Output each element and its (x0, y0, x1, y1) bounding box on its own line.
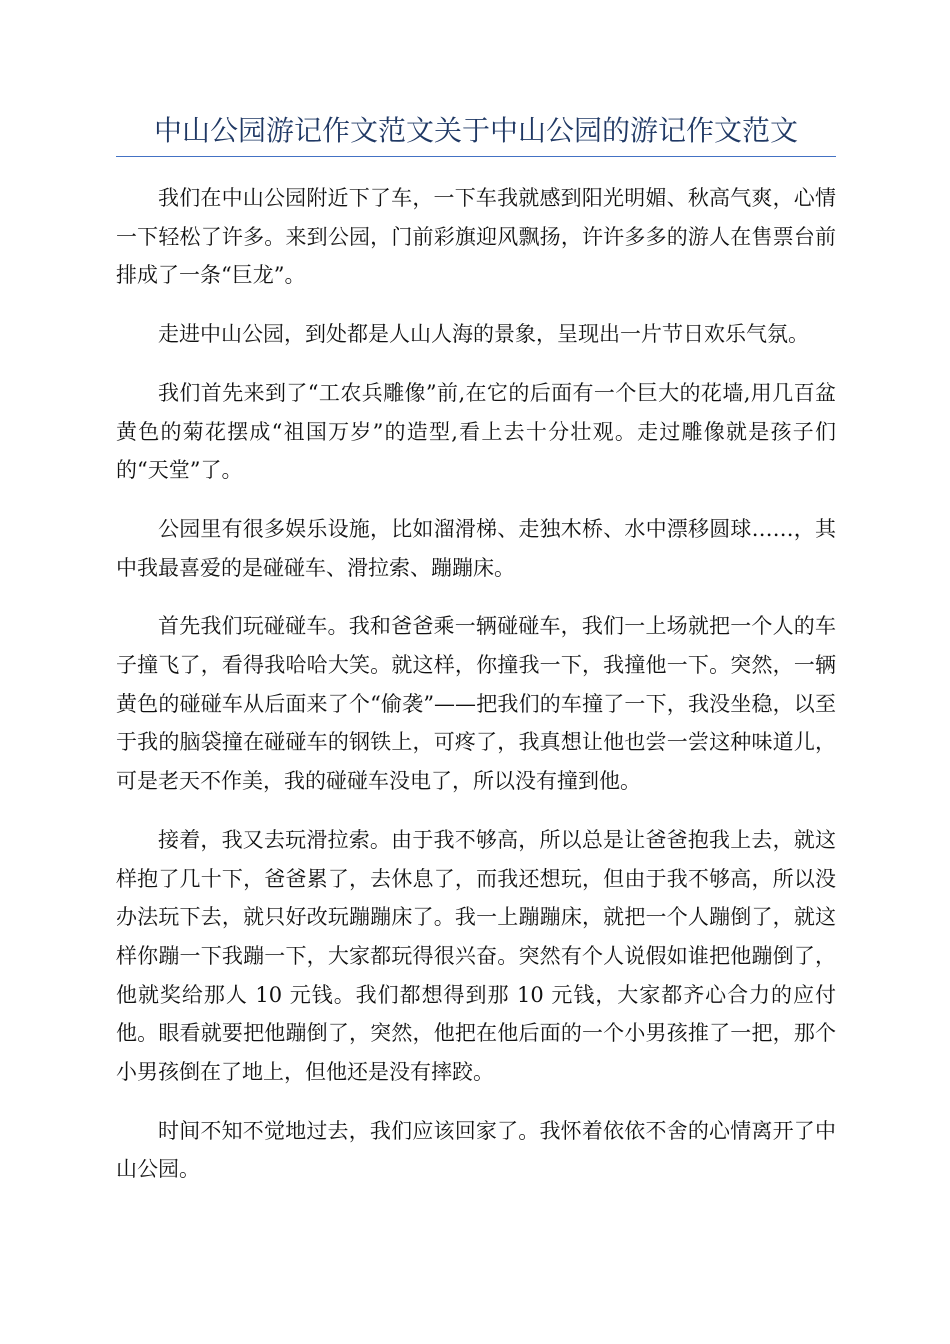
paragraph: 走进中山公园，到处都是人山人海的景象，呈现出一片节日欢乐气氛。 (158, 322, 809, 347)
paragraph: 我们首先来到了“工农兵雕像”前,在它的后面有一个巨大的花墙,用几百盆黄色的菊花摆成“祖国万岁”的造型,看上去十分壮观。走过雕像就是孩子们的“天堂”了。 (116, 380, 836, 483)
document-body (116, 179, 836, 1189)
paragraph: 时间不知不觉地过去，我们应该回家了。我怀着依依不舍的心情离开了中山公园。 (116, 1118, 836, 1182)
paragraph: 公园里有很多娱乐设施，比如溜滑梯、走独木桥、水中漂移圆球……，其中我最喜爱的是碰碰车、滑拉索、蹦蹦床。 (116, 516, 836, 580)
title-underline (116, 156, 836, 157)
document-title: 中山公园游记作文范文关于中山公园的游记作文范文 (153, 114, 798, 147)
paragraph: 接着，我又去玩滑拉索。由于我不够高，所以总是让爸爸抱我上去，就这样抱了几十下，爸爸累了，去休息了，而我还想玩，但由于我不够高，所以没办法玩下去，就只好改玩蹦蹦床了。我一上蹦蹦床，就把一个人蹦倒了，就这样你蹦一下我蹦一下，大家都玩得很兴奋。突然有个人说假如谁把他蹦倒了，他就奖给那人 10 元钱。我们都想得到那 10 元钱，大家都齐心合力的应付他。眼看就要把他蹦倒了，突然，他把在他后面的一个小男孩推了一把，那个小男孩倒在了地上，但他还是没有摔跤。 (116, 827, 836, 1085)
document-page (116, 108, 836, 1209)
paragraph: 首先我们玩碰碰车。我和爸爸乘一辆碰碰车，我们一上场就把一个人的车子撞飞了，看得我哈哈大笑。就这样，你撞我一下，我撞他一下。突然，一辆黄色的碰碰车从后面来了个“偷袭”——把我们的车撞了一下，我没坐稳，以至于我的脑袋撞在碰碰车的钢铁上，可疼了，我真想让他也尝一尝这种味道儿，可是老天不作美，我的碰碰车没电了，所以没有撞到他。 (116, 614, 836, 794)
paragraph: 我们在中山公园附近下了车，一下车我就感到阳光明媚、秋高气爽，心情一下轻松了许多。来到公园，门前彩旗迎风飘扬，许许多多的游人在售票台前排成了一条“巨龙”。 (116, 186, 836, 288)
